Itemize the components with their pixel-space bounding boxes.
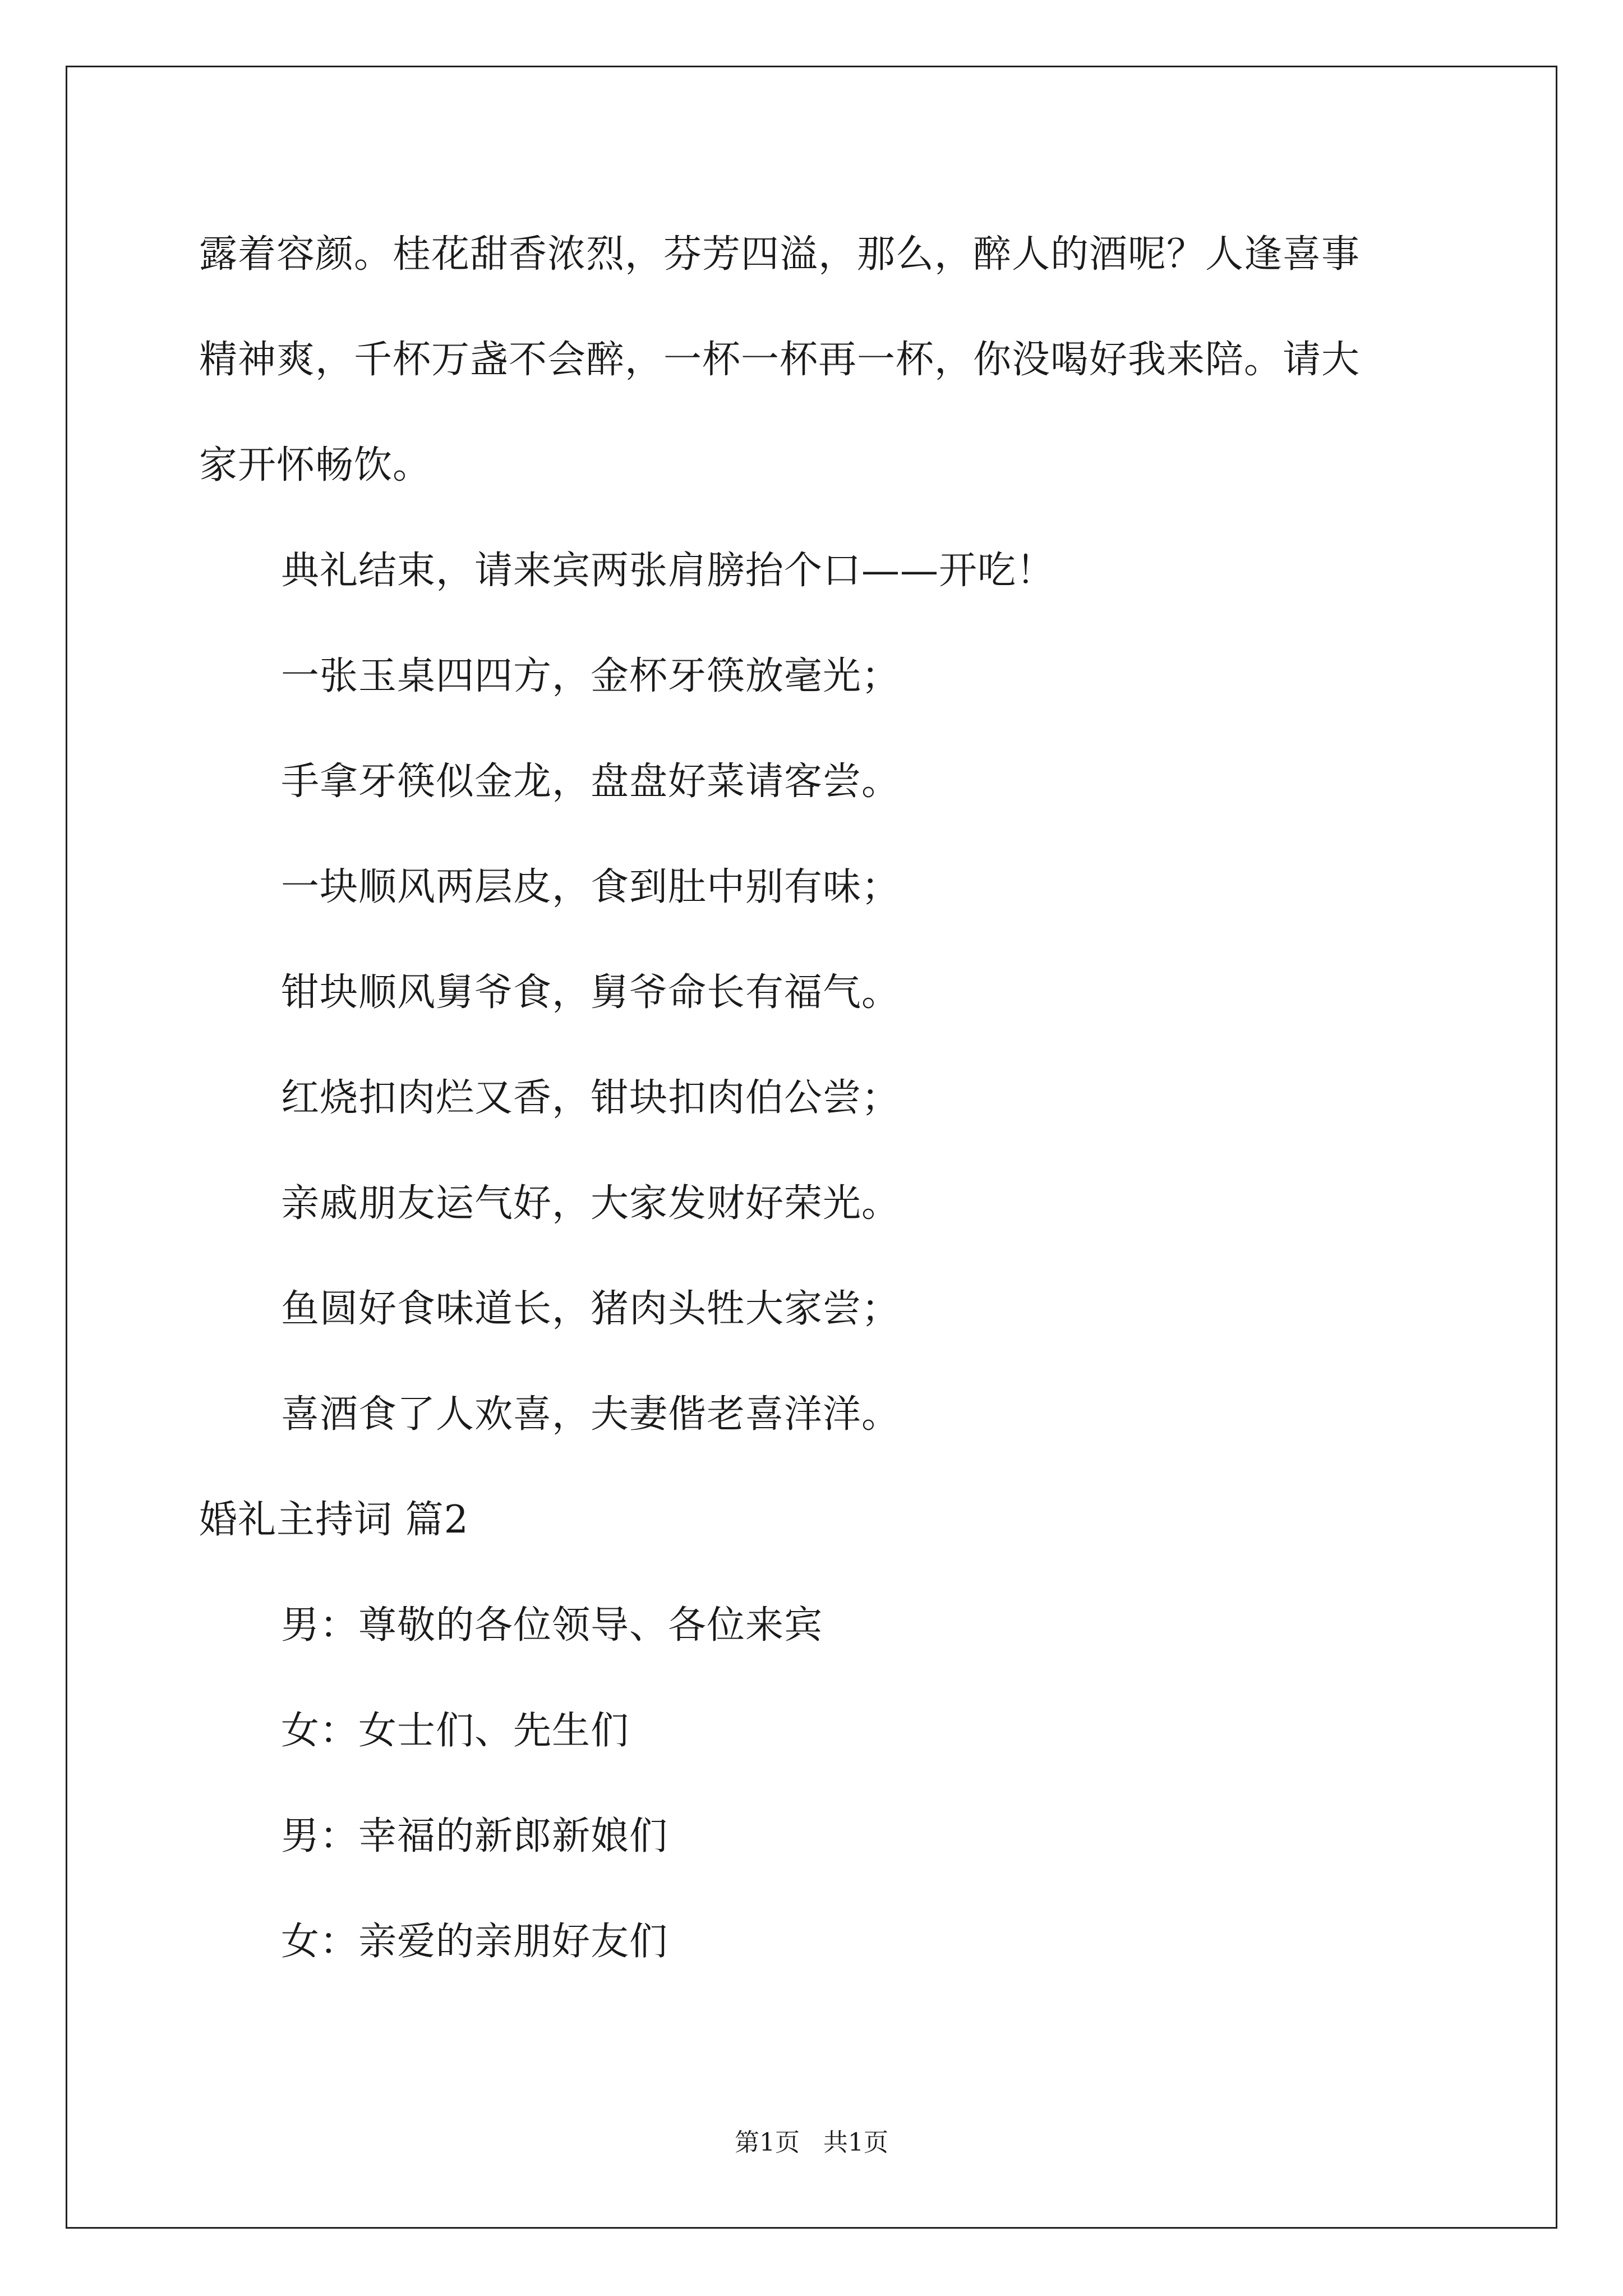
verse-line-6: 亲戚朋友运气好，大家发财好荣光。: [281, 1181, 901, 1226]
verse-line-7: 鱼圆好食味道长，猪肉头牲大家尝；: [281, 1287, 901, 1331]
verse-line-4: 钳块顺风舅爷食，舅爷命长有福气。: [281, 970, 901, 1015]
text-line-3: 家开怀畅饮。: [199, 443, 432, 487]
verse-line-8: 喜酒食了人欢喜，夫妻偕老喜洋洋。: [281, 1392, 901, 1437]
verse-line-3: 一块顺风两层皮，食到肚中别有味；: [281, 865, 901, 909]
dialogue-line-2: 女：女士们、先生们: [281, 1709, 630, 1753]
page-number-footer: 第1页 共1页: [735, 2128, 888, 2157]
document-body: [199, 202, 1433, 1995]
verse-line-5: 红烧扣肉烂又香，钳块扣肉伯公尝；: [281, 1076, 901, 1120]
section-heading: 婚礼主持词 篇2: [199, 1498, 469, 1542]
dialogue-line-3: 男：幸福的新郎新娘们: [281, 1814, 668, 1858]
text-line-4: 典礼结束，请来宾两张肩膀抬个口——开吃！: [281, 549, 1055, 593]
verse-line-1: 一张玉桌四四方，金杯牙筷放毫光；: [281, 654, 901, 698]
dialogue-line-4: 女：亲爱的亲朋好友们: [281, 1920, 668, 1964]
text-line-1: 露着容颜。桂花甜香浓烈，芬芳四溢，那么，醉人的酒呢？人逢喜事: [199, 232, 1361, 277]
text-line-2: 精神爽，千杯万盏不会醉，一杯一杯再一杯，你没喝好我来陪。请大: [199, 338, 1361, 382]
verse-line-2: 手拿牙筷似金龙，盘盘好菜请客尝。: [281, 760, 901, 804]
dialogue-line-1: 男：尊敬的各位领导、各位来宾: [281, 1603, 823, 1648]
